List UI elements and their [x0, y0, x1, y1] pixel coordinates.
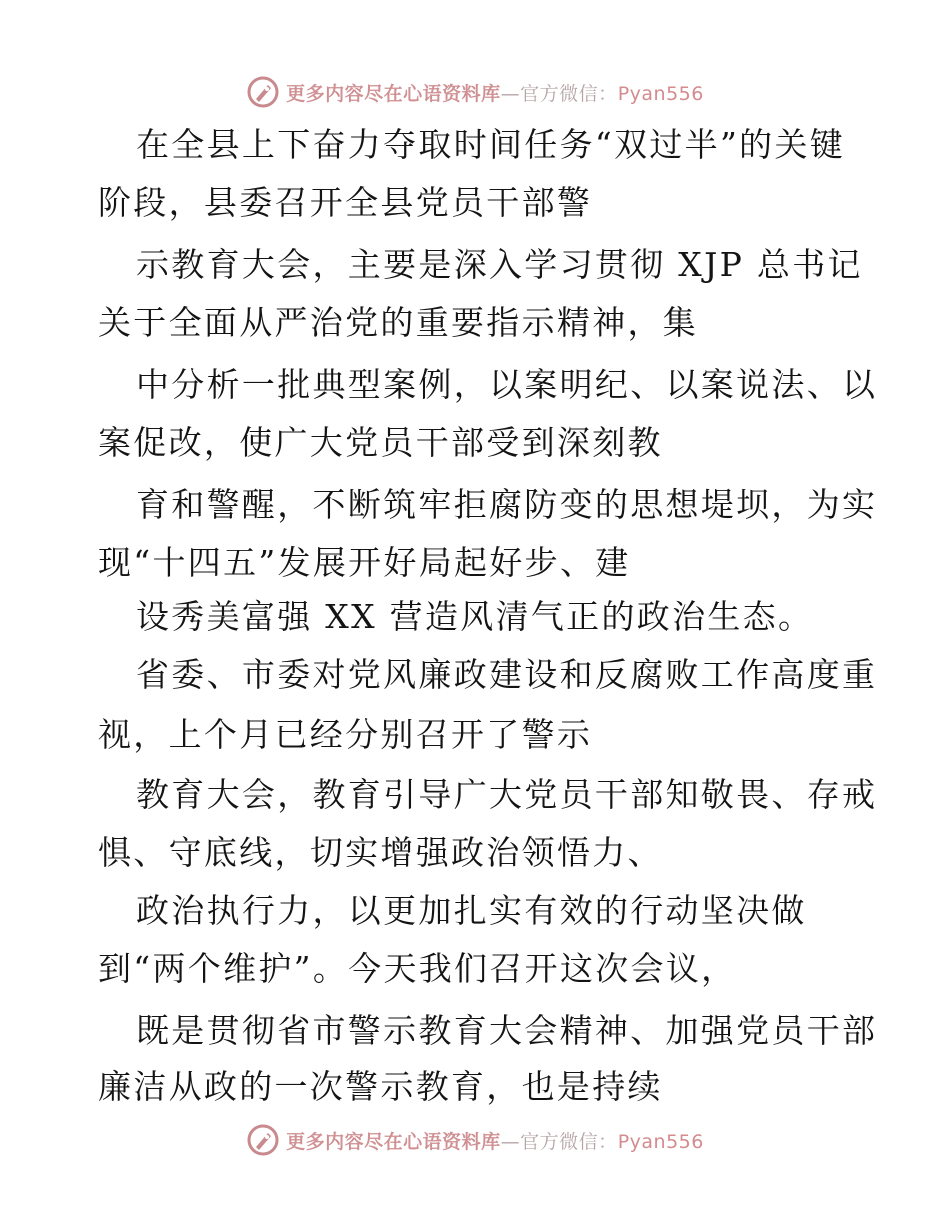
watermark-wechat-id: Pyan556 — [617, 82, 704, 105]
text-line-8: 现“十四五”发展开好局起好步、建 — [98, 543, 631, 582]
text-line-12: 教育大会，教育引导广大党员干部知敬畏、存戒 — [136, 775, 878, 814]
text-line-16: 既是贯彻省市警示教育大会精神、加强党员干部 — [136, 1011, 878, 1050]
text-line-4: 关于全面从严治党的重要指示精神，集 — [98, 303, 699, 342]
text-line-7: 育和警醒，不断筑牢拒腐防变的思想堤坝，为实 — [136, 485, 878, 524]
text-line-9: 设秀美富强 XX 营造风清气正的政治生态。 — [136, 597, 814, 636]
watermark-brand: 更多内容尽在心语资料库 — [286, 82, 501, 105]
text-line-10: 省委、市委对党风廉政建设和反腐败工作高度重 — [136, 655, 878, 694]
pen-nib-seal-icon — [246, 1123, 280, 1157]
text-line-11: 视，上个月已经分别召开了警示 — [98, 715, 593, 754]
text-line-14: 政治执行力，以更加扎实有效的行动坚决做 — [136, 891, 807, 930]
footer-watermark — [0, 1120, 950, 1160]
watermark-brand: 更多内容尽在心语资料库 — [286, 1130, 501, 1153]
pen-nib-seal-icon — [246, 75, 280, 109]
text-line-5: 中分析一批典型案例，以案明纪、以案说法、以 — [136, 365, 878, 404]
text-line-1: 在全县上下奋力夺取时间任务“双过半”的关键 — [136, 125, 846, 164]
text-line-15: 到“两个维护”。今天我们召开这次会议， — [98, 949, 737, 988]
watermark-wechat-label: 官方微信： — [520, 1130, 618, 1153]
header-watermark — [0, 72, 950, 112]
watermark-wechat-id: Pyan556 — [617, 1130, 704, 1153]
text-line-3: 示教育大会，主要是深入学习贯彻 XJP 总书记 — [136, 245, 863, 284]
watermark-text — [286, 79, 704, 106]
text-line-17: 廉洁从政的一次警示教育，也是持续 — [98, 1067, 663, 1106]
watermark-separator: — — [500, 1130, 521, 1153]
watermark-separator: — — [500, 82, 521, 105]
watermark-text — [286, 1127, 704, 1154]
text-line-13: 惧、守底线，切实增强政治领悟力、 — [98, 833, 663, 872]
watermark-wechat-label: 官方微信： — [520, 82, 618, 105]
text-line-2: 阶段，县委召开全县党员干部警 — [98, 183, 593, 222]
text-line-6: 案促改，使广大党员干部受到深刻教 — [98, 423, 663, 462]
